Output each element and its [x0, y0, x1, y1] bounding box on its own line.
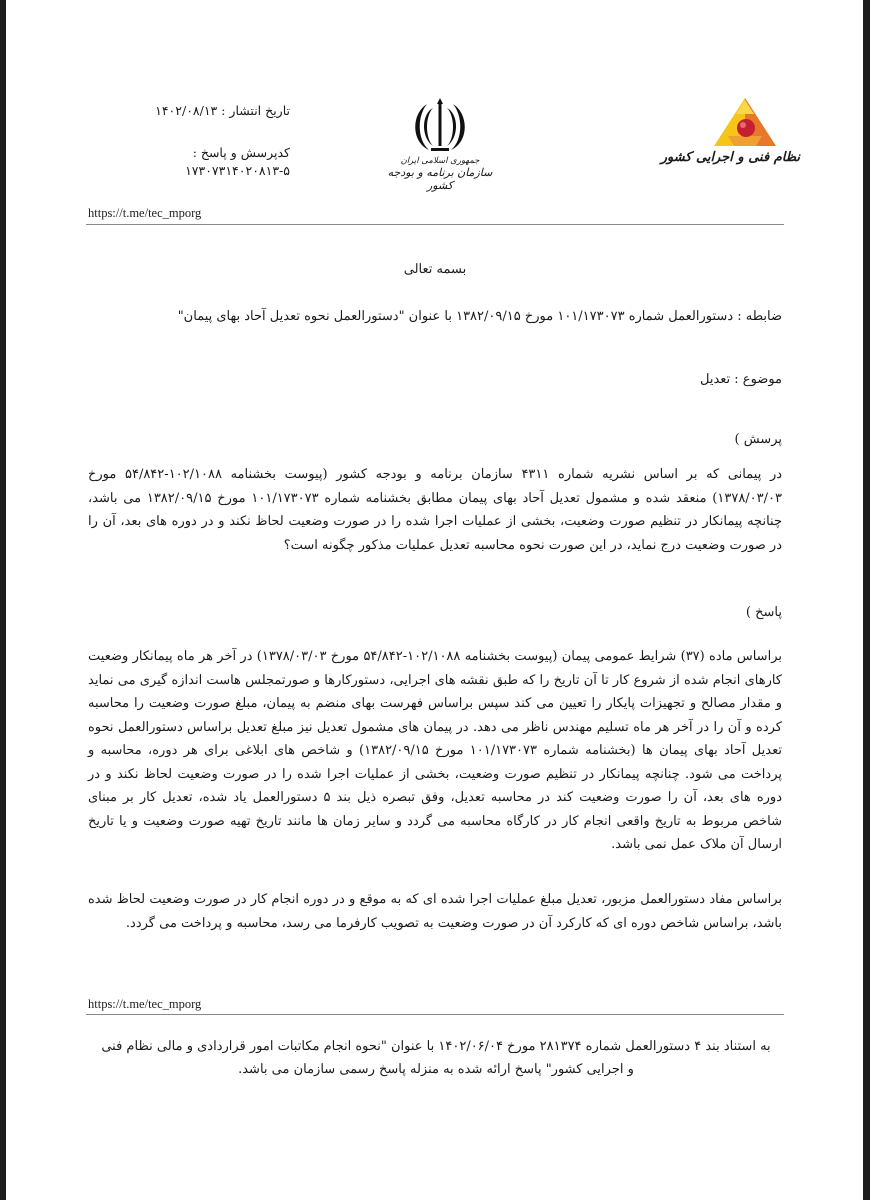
answer-label: پاسخ ) — [745, 605, 782, 620]
header-info — [150, 102, 290, 180]
emblem-caption-line1: جمهوری اسلامی ایران — [400, 156, 480, 166]
left-screen-edge — [0, 0, 6, 1200]
question-text: در پیمانی که بر اساس نشریه شماره ۴۳۱۱ سازمان برنامه و بودجه کشور (پیوست بخشنامه ۱۰۲/۱۰۸۸-۵۴/۸۴۲ مورخ ۱۳۷۸/۰۳/۰۳) منعقد شده و مشمول تعدیل آحاد بهای پیمان مطابق بخشنامه شماره ۱۰۱/۱۷۳۰۷۳ مورخ ۱۳۸۲/۰۹/۱۵ می باشد، چنانچه پیمانکار در تنظیم صورت وضعیت، بخشی از عملیات اجرا شده را در صورت وضعیت لحاظ نکند و در دوره های بعد، آن را در صورت وضعیت درج نماید، در این صورت نحوه محاسبه تعدیل عملیات مذکور چگونه است؟ — [88, 467, 783, 553]
publish-date-value: ۱۴۰۲/۰۸/۱۳ — [155, 103, 218, 118]
criterion-line: ضابطه : دستورالعمل شماره ۱۰۱/۱۷۳۰۷۳ مورخ ۱۳۸۲/۰۹/۱۵ با عنوان "دستورالعمل نحوه تعدیل آحاد بهای پیمان" — [177, 309, 782, 324]
telegram-link-top[interactable]: https://t.me/tec_mporg — [88, 206, 202, 220]
answer-paragraph-1: براساس ماده (۳۷) شرایط عمومی پیمان (پیوست بخشنامه ۱۰۲/۱۰۸۸-۵۴/۸۴۲ مورخ ۱۳۷۸/۰۳/۰۳) در آخر هر ماه پیمانکار وضعیت کارهای انجام شده از شروع کار تا آن تاریخ را که طبق نقشه های اجرایی، دستورکارها و صورتمجلس هاست اندازه گیری می نماید و مقدار مصالح و تجهیزات پایکار را تعیین می کند سپس براساس فهرست بهای منضم به پیمان، مبلغ صورت وضعیت را محاسبه کرده و آن را در آخر هر ماه تسلیم مهندس ناظر می دهد. در پیمان های مشمول تعدیل نیز مبلغ تعدیل براساس دستورالعمل نحوه تعدیل آحاد بهای پیمان ها (بخشنامه شماره ۱۰۱/۱۷۳۰۷۳ مورخ ۱۳۸۲/۰۹/۱۵) و شاخص های ابلاغی برای هر دوره، محاسبه و پرداخت می شود. چنانچه پیمانکار در تنظیم صورت وضعیت، بخشی از عملیات اجرا شده را در صورت وضعیت لحاظ نکند و در دوره های بعد، آن را صورت وضعیت کند در محاسبه تعدیل، وفق تبصره ذیل بند ۵ دستورالعمل یاد شده، تعدیل کار بر مبنای شاخص مربوط به تاریخ واقعی انجام کار در کارگاه محاسبه می گردد و سایر زمان ها مانند تاریخ تهیه صورت وضعیت و یا تاریخ ارسال آن ملاک عمل نمی باشد. — [88, 649, 782, 852]
footer-divider — [86, 1014, 784, 1015]
qa-code-value: ۱۷۳۰۷۳۱۴۰۲۰۸۱۳-۵ — [185, 163, 290, 179]
org-pyramid-logo-icon — [712, 96, 778, 148]
subject-line: موضوع : تعدیل — [699, 372, 782, 387]
org-logo — [660, 96, 800, 165]
emblem-caption-line2: سازمان برنامه و بودجه کشور — [387, 166, 493, 192]
bismillah-heading: بسمه تعالی — [403, 262, 467, 277]
publish-date-row — [150, 102, 290, 120]
qa-code-label: کدپرسش و پاسخ : — [192, 145, 290, 161]
question-label: پرسش ) — [734, 432, 782, 447]
telegram-link-bottom[interactable]: https://t.me/tec_mporg — [88, 997, 202, 1011]
footer-note: به استناد بند ۴ دستورالعمل شماره ۲۸۱۳۷۴ مورخ ۱۴۰۲/۰۶/۰۴ با عنوان "نحوه انجام مکاتبات امور قراردادی و مالی نظام فنی و اجرایی کشور" پاسخ ارائه شده به منزله پاسخ رسمی سازمان می باشد. — [101, 1039, 771, 1077]
center-logo — [385, 96, 495, 192]
right-screen-edge — [863, 0, 870, 1200]
org-logo-caption: نظام فنی و اجرایی کشور — [660, 150, 800, 165]
answer-paragraph-2: براساس مفاد دستورالعمل مزبور، تعدیل مبلغ عملیات اجرا شده ای که به موقع و در دوره انجام کار در صورت وضعیت لحاظ شده باشد، براساس شاخص دوره ای که کارکرد آن در صورت وضعیت به تصویب کارفرما می رسد، محاسبه و پرداخت می گردد. — [88, 892, 782, 931]
iran-emblem-icon — [409, 96, 471, 154]
header-divider — [86, 224, 784, 225]
publish-date-label: تاریخ انتشار : — [221, 103, 290, 118]
